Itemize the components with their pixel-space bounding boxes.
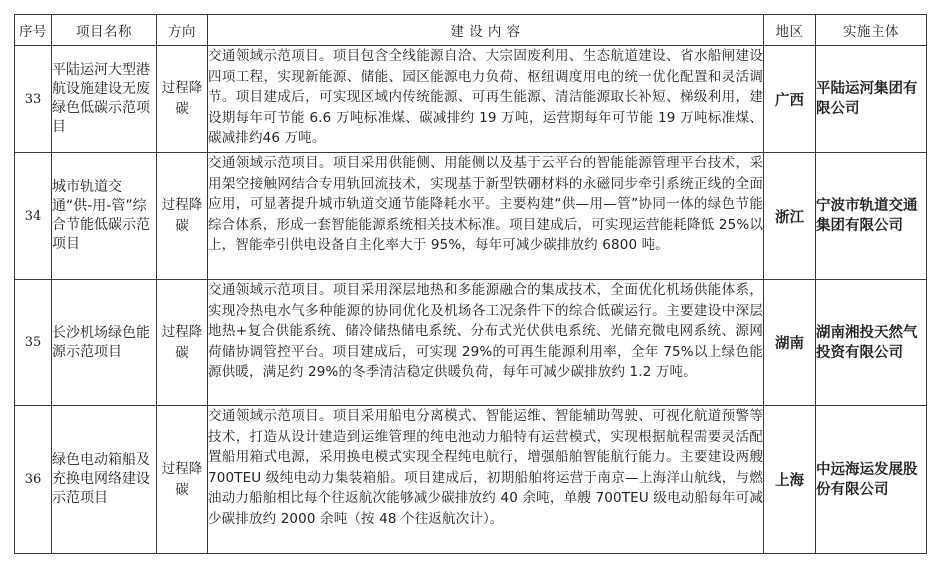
project-content: 交通领域示范项目。项目采用供能侧、用能侧以及基于云平台的智能能源管理平台技术，采用架空接触网结合专用轨回流技术，实现基于新型铁硼材料的永磁同步牵引系统正线的全面应用，可显著提升城市轨道交通节能降耗水平。主要构建“供—用—管”协同一体的绿色节能综合体系，形成一套智能能源系统相关技术标准。项目建成后，可实现运营能耗降低 25%以上，智能牵引供电设备自主化率大于 95%，每年可减少碳排放约 6800 吨。 [208, 153, 764, 280]
project-name: 长沙机场绿色能源示范项目 [52, 280, 157, 406]
projects-table [14, 14, 927, 554]
project-org: 平陆运河集团有限公司 [816, 46, 927, 153]
project-region: 浙江 [764, 153, 816, 280]
project-content: 交通领域示范项目。项目采用船电分离模式、智能运维、智能辅助驾驶、可视化航道预警等技术，打造从设计建造到运维管理的纯电池动力船特有运营模式，实现根据航程需要灵活配置船用箱式电源，采用换电模式实现全程纯电航行，增强船舶智能航行能力。主要建设两艘 700TEU 级纯电动力集装箱船。项目建成后，初期船舶将运营于南京—上海洋山航线，与燃油动力船舶相比每个往返航次能够减少碳排放约 40 余吨，单艘 700TEU 级电动船每年可减少碳排放约 2000 余吨（按 48 个往返航次计）。 [208, 406, 764, 554]
project-direction: 过程降碳 [157, 280, 208, 406]
project-org: 中远海运发展股份有限公司 [816, 406, 927, 554]
project-content: 交通领域示范项目。项目包含全线能源自洽、大宗固废利用、生态航道建设、省水船闸建设四项工程，实现新能源、储能、园区能源电力负荷、枢纽调度用电的统一优化配置和灵活调节。项目建成后，可实现区域内传统能源、可再生能源、清洁能源取长补短、梯级利用，建设期每年可节能 6.6 万吨标准煤、碳减排约 19 万吨，运营期每年可节能 19 万吨标准煤、碳减排约46 万吨。 [208, 46, 764, 153]
project-org: 宁波市轨道交通集团有限公司 [816, 153, 927, 280]
row-number: 34 [15, 153, 52, 280]
header-region: 地区 [764, 15, 816, 46]
table-row [15, 406, 927, 554]
header-name: 项目名称 [52, 15, 157, 46]
project-name: 平陆运河大型港航设施建设无废绿色低碳示范项目 [52, 46, 157, 153]
project-region: 上海 [764, 406, 816, 554]
table-row [15, 153, 927, 280]
table-row [15, 46, 927, 153]
project-direction: 过程降碳 [157, 406, 208, 554]
project-direction: 过程降碳 [157, 153, 208, 280]
project-name: 绿色电动箱船及充换电网络建设示范项目 [52, 406, 157, 554]
header-direction: 方向 [157, 15, 208, 46]
header-no: 序号 [15, 15, 52, 46]
row-number: 36 [15, 406, 52, 554]
header-content: 建 设 内 容 [208, 15, 764, 46]
project-region: 湖南 [764, 280, 816, 406]
project-direction: 过程降碳 [157, 46, 208, 153]
project-content: 交通领域示范项目。项目采用深层地热和多能源融合的集成技术，全面优化机场供能体系，实现冷热电水气多种能源的协同优化及机场各工况条件下的综合低碳运行。主要建设中深层地热+复合供能系统、储冷储热储电系统、分布式光伏供电系统、光储充微电网系统、源网荷储协调管控平台。项目建成后，可实现 29%的可再生能源利用率，全年 75%以上绿色能源供暖，满足约 29%的冬季清洁稳定供暖负荷，每年可减少碳排放约 1.2 万吨。 [208, 280, 764, 406]
project-org: 湖南湘投天然气投资有限公司 [816, 280, 927, 406]
table-header-row [15, 15, 927, 46]
table-row [15, 280, 927, 406]
row-number: 35 [15, 280, 52, 406]
project-name: 城市轨道交通“供-用-管”综合节能低碳示范项目 [52, 153, 157, 280]
header-org: 实施主体 [816, 15, 927, 46]
project-region: 广西 [764, 46, 816, 153]
row-number: 33 [15, 46, 52, 153]
